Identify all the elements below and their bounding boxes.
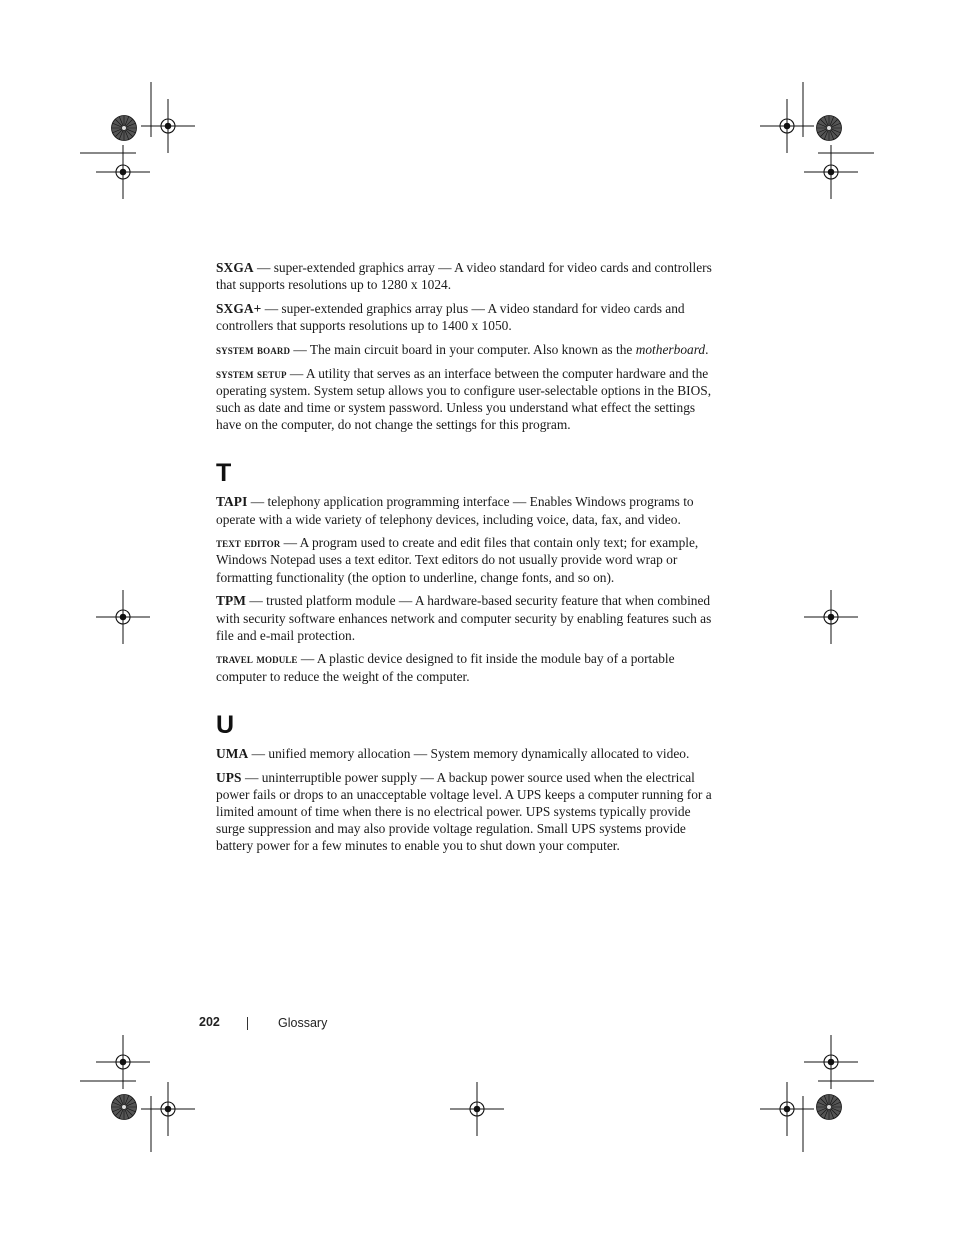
page-number: 202 xyxy=(199,1015,220,1029)
entry-definition-italic: motherboard xyxy=(635,341,706,357)
entry-term: TPM xyxy=(216,593,247,609)
entry-definition: — trusted platform module — A hardware-based security feature that when combined with security software enhances network and computer security by enabling features such as file and e-mail protection. xyxy=(216,593,712,643)
entry-term: UPS xyxy=(216,769,242,785)
entry-definition: — super-extended graphics array plus — A video standard for video cards and controllers that supports resolutions up to 1400 x 1050. xyxy=(216,300,685,334)
entries-u xyxy=(216,745,716,855)
footer-section-label: Glossary xyxy=(278,1016,328,1030)
entry-definition: — A utility that serves as an interface between the computer hardware and the operating system. System setup allows you to configure user-selectable options in the BIOS, such as date and time or system password. Unless you understand what effect the settings have on the computer, do not change the settings for this program. xyxy=(216,365,712,433)
footer-separator xyxy=(247,1017,248,1030)
glossary-entry-system-board xyxy=(216,341,716,358)
glossary-entry-uma xyxy=(216,745,716,762)
glossary-entry-ups xyxy=(216,769,716,855)
entry-definition: — telephony application programming interface — Enables Windows programs to operate with a wide variety of telephony devices, including voice, data, fax, and video. xyxy=(216,494,694,527)
entries-s xyxy=(216,259,716,433)
entry-definition: — super-extended graphics array — A video standard for video cards and controllers that supports resolutions up to 1280 x 1024. xyxy=(216,260,712,293)
glossary-entry-text-editor xyxy=(216,534,716,586)
entry-term: SXGA+ xyxy=(216,300,262,316)
glossary-entry-tapi xyxy=(216,493,716,527)
glossary-entry-tpm xyxy=(216,592,716,644)
glossary-content xyxy=(216,259,716,861)
entry-definition: — A program used to create and edit files that contain only text; for example, Windows Notepad uses a text editor. Text editors do not usually provide word wrap or formatting functionality (the option to underline, change fonts, and so on). xyxy=(216,535,699,585)
entry-term: travel module xyxy=(216,651,298,667)
glossary-entry-system-setup xyxy=(216,365,716,434)
entry-definition: — uninterruptible power supply — A backup power source used when the electrical power fails or drops to an unacceptable voltage level. A UPS keeps a computer running for a limited amount of time when there is no electrical power. UPS systems typically provide surge suppression and may also provide voltage regulation. Small UPS systems provide battery power for a few minutes to enable you to shut down your computer. xyxy=(216,769,712,854)
entry-term: system setup xyxy=(216,365,287,381)
section-heading-u: U xyxy=(216,710,235,739)
entry-definition: — unified memory allocation — System memory dynamically allocated to video. xyxy=(248,745,690,761)
entry-term: UMA xyxy=(216,745,249,761)
entry-definition-tail: . xyxy=(705,341,709,357)
entry-term: system board xyxy=(216,341,291,357)
entries-t xyxy=(216,493,716,685)
entry-term: text editor xyxy=(216,535,281,551)
entry-definition: — A plastic device designed to fit inside the module bay of a portable computer to reduce the weight of the computer. xyxy=(216,651,675,684)
glossary-entry-travel-module xyxy=(216,650,716,684)
entry-definition: — The main circuit board in your computer. Also known as the xyxy=(290,341,636,357)
entry-term: TAPI xyxy=(216,494,248,510)
glossary-entry-sxga-plus xyxy=(216,300,716,334)
entry-term: SXGA xyxy=(216,260,254,275)
section-heading-t: T xyxy=(216,459,232,488)
glossary-entry-sxga xyxy=(216,259,716,293)
